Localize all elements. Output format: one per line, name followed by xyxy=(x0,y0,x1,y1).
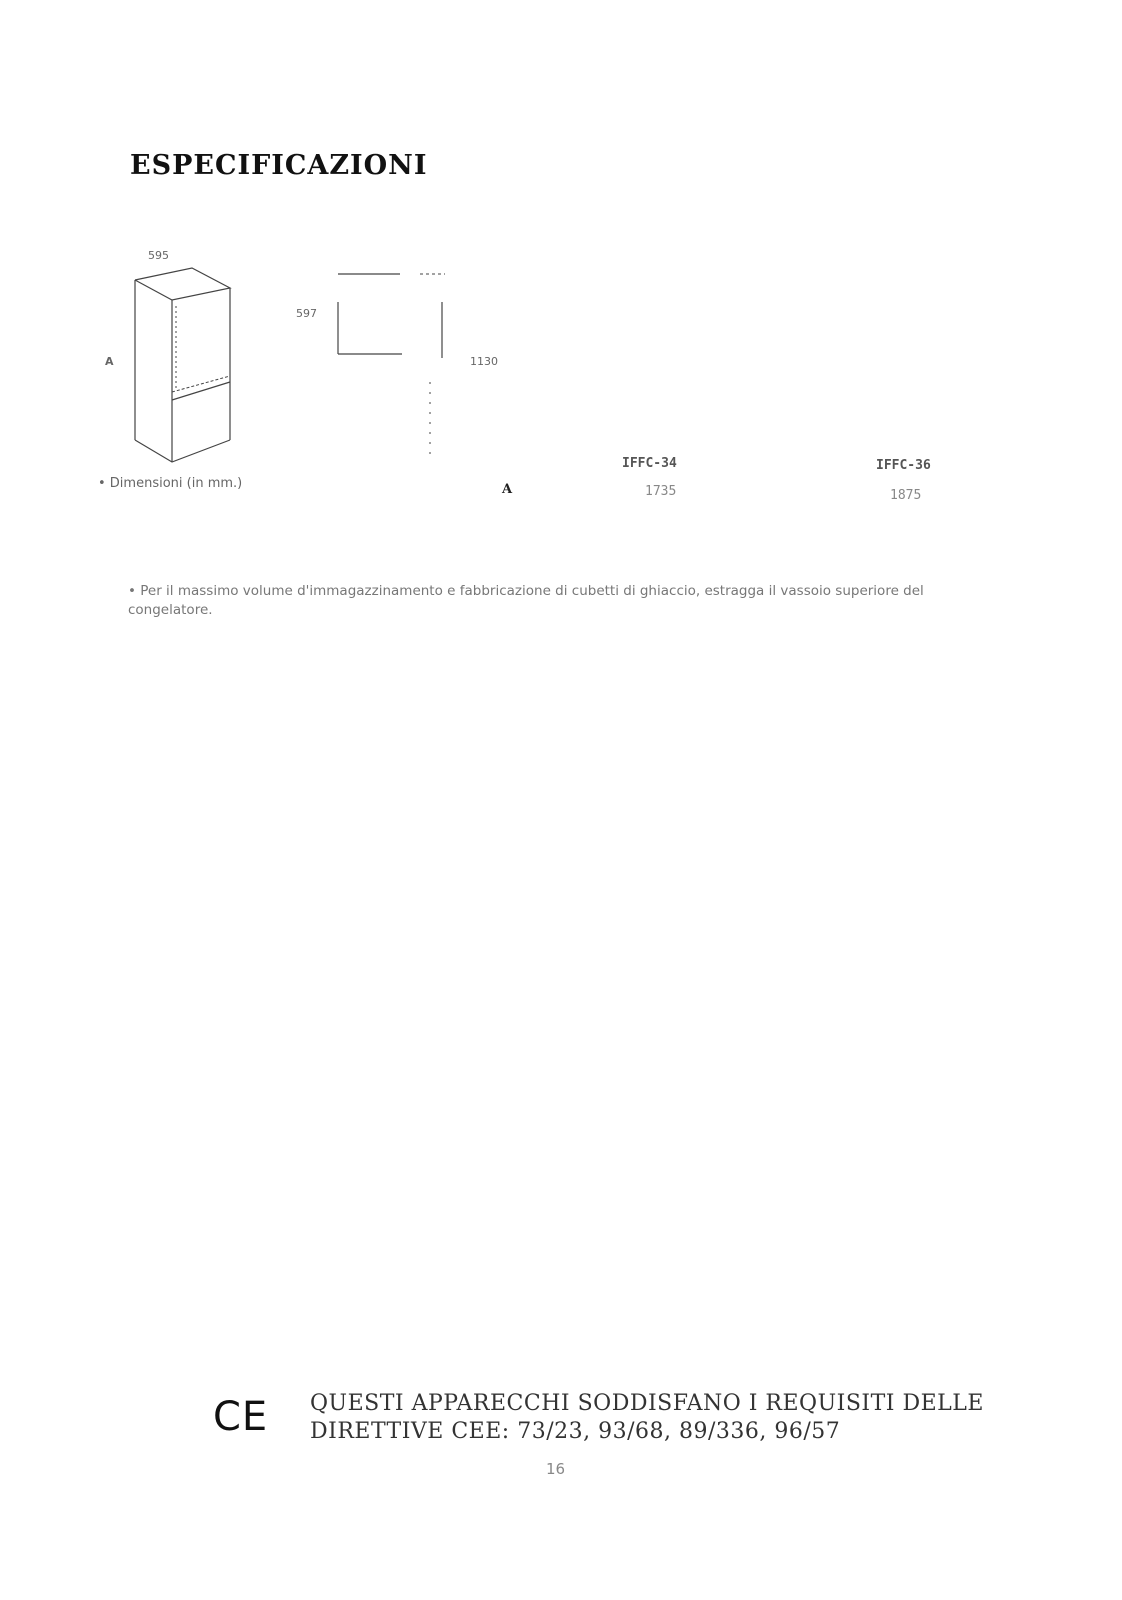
ce-mark-logo: CE xyxy=(213,1394,269,1440)
model-value-iffc-36: 1875 xyxy=(890,488,922,503)
page-title: ESPECIFICAZIONI xyxy=(130,150,428,181)
compliance-statement xyxy=(310,1390,984,1446)
page-number: 16 xyxy=(546,1460,566,1478)
compliance-line-1: QUESTI APPARECCHI SODDISFANO I REQUISITI DELLE xyxy=(310,1391,984,1416)
fridge-diagram xyxy=(100,240,280,470)
door-open-dimension-label: 1130 xyxy=(470,355,498,368)
model-name-iffc-36: IFFC-36 xyxy=(876,458,931,473)
door-clearance-diagram xyxy=(320,262,460,472)
compliance-line-2: DIRETTIVE CEE: 73/23, 93/68, 89/336, 96/57 xyxy=(310,1419,841,1444)
table-row-label: A xyxy=(502,482,513,497)
depth-dimension-label: 597 xyxy=(296,307,317,320)
model-name-iffc-34: IFFC-34 xyxy=(622,456,677,471)
width-dimension-label: 595 xyxy=(148,249,169,262)
usage-note: • Per il massimo volume d'immagazzinamento e fabbricazione di cubetti di ghiaccio, estragga il vassoio superiore del congelatore. xyxy=(128,583,924,618)
dimensions-caption: • Dimensioni (in mm.) xyxy=(98,476,243,491)
height-marker-label: A xyxy=(105,355,114,368)
model-value-iffc-34: 1735 xyxy=(645,484,677,499)
